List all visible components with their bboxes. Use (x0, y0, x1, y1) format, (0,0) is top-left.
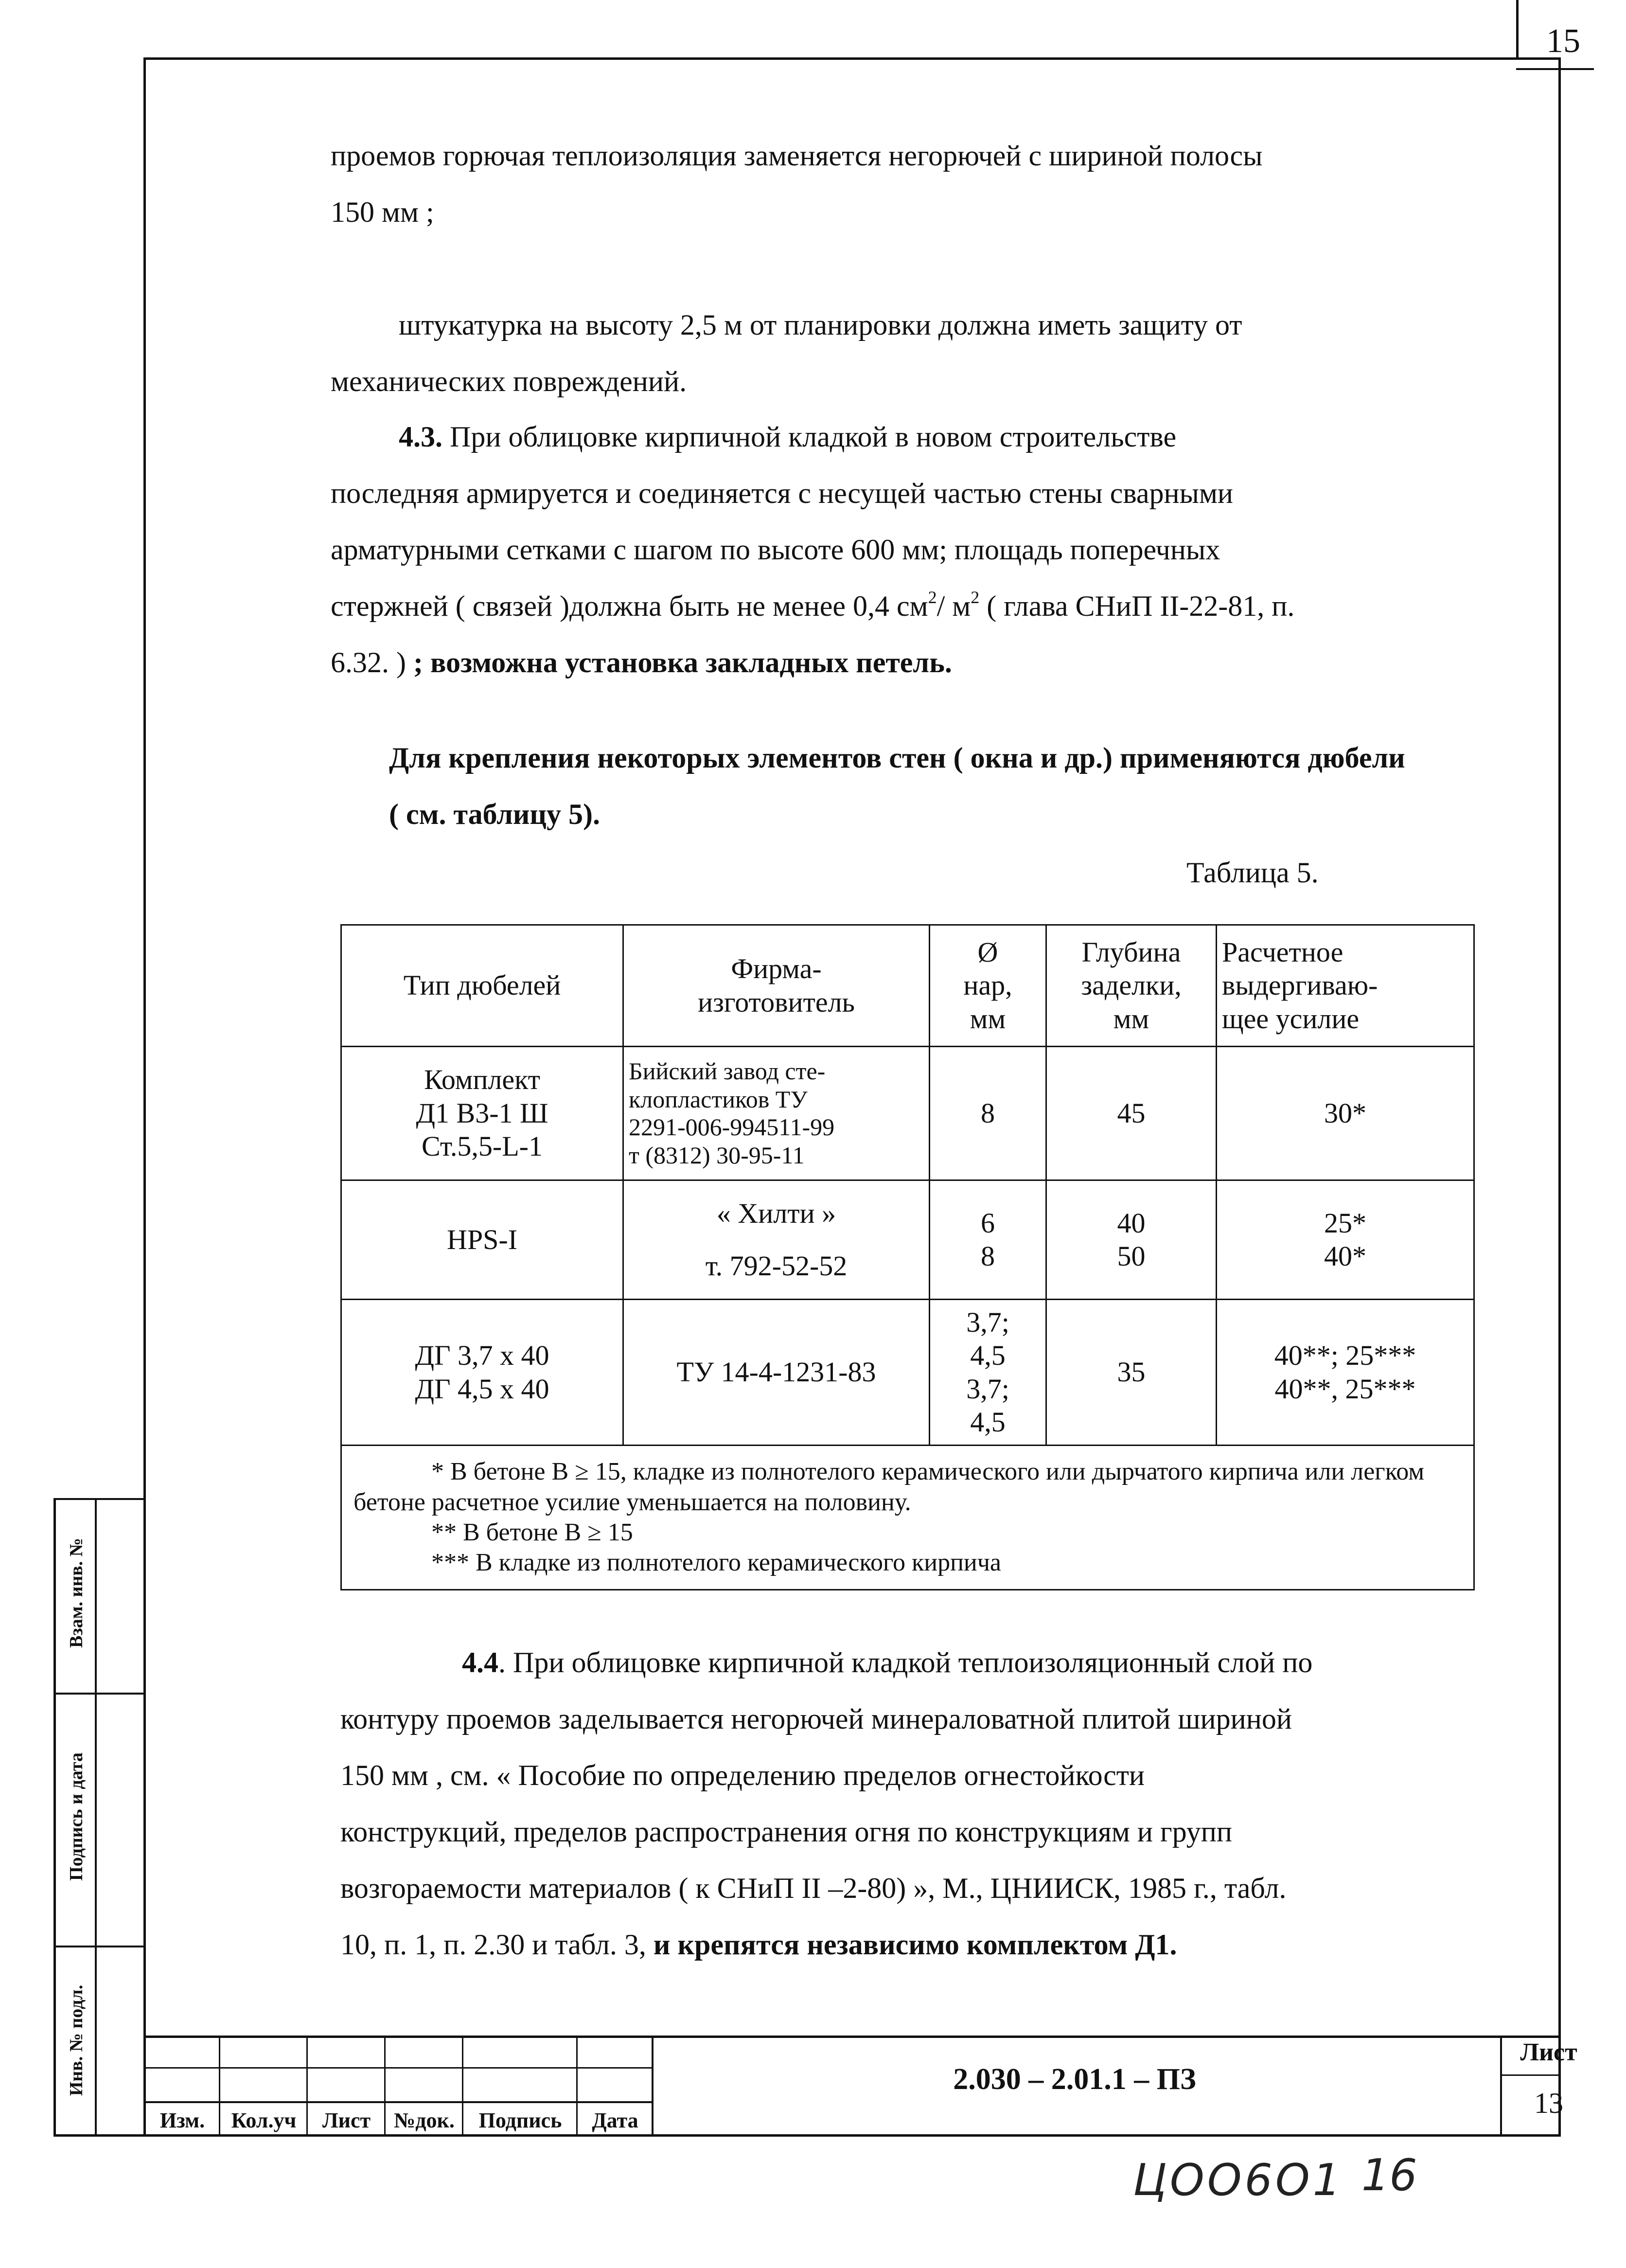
frame-left-line (143, 57, 146, 2137)
cell-force: 40**; 25*** 40**, 25*** (1217, 1300, 1474, 1446)
document-code: 2.030 – 2.01.1 – ПЗ (953, 2063, 1196, 2096)
cell-type: HPS-I (341, 1180, 623, 1300)
title-col-3 (384, 2036, 386, 2135)
text-line: 10, п. 1, п. 2.30 и табл. 3, и крепятся независимо комплектом Д1. (340, 1929, 1177, 1961)
page-num-box-left (1516, 0, 1519, 59)
cell-type: Комплект Д1 В3-1 Ш Ст.5,5-L-1 (341, 1047, 623, 1180)
side-sign-date: Подпись и дата (66, 1752, 87, 1881)
side-stamp-mid (95, 1498, 97, 2135)
title-col-sheet: Лист (322, 2108, 371, 2132)
cell-firm: ТУ 14-4-1231-83 (623, 1300, 930, 1446)
title-col-1 (219, 2036, 220, 2135)
title-block-sheet-row (1500, 2074, 1561, 2076)
title-col-count: Кол.уч (231, 2108, 297, 2132)
text-line: 150 мм , см. « Пособие по определению пределов огнестойкости (340, 1759, 1145, 1791)
cell-depth: 35 (1046, 1300, 1217, 1446)
handwritten-number: 16 (1361, 2150, 1417, 2201)
header-firm: Фирма- изготовитель (623, 925, 930, 1047)
title-block-top (143, 2036, 1561, 2038)
sheet-label: Лист (1520, 2038, 1577, 2066)
cell-type: ДГ 3,7 х 40 ДГ 4,5 х 40 (341, 1300, 623, 1446)
text-line: 150 мм ; (331, 196, 434, 228)
cell-force: 25* 40* (1217, 1180, 1474, 1300)
text-line: штукатурка на высоту 2,5 м от планировки должна иметь защиту от (399, 309, 1242, 341)
text-line: последняя армируется и соединяется с несущей частью стены сварными (331, 477, 1234, 509)
cell-depth: 40 50 (1046, 1180, 1217, 1300)
dowel-table (340, 924, 1475, 1590)
text-line: 6.32. ) ; возможна установка закладных петель. (331, 646, 952, 679)
side-stamp-div1 (53, 1693, 146, 1695)
text-line: 4.4. При облицовке кирпичной кладкой теплоизоляционный слой по (462, 1646, 1313, 1679)
text-line: контуру проемов заделывается негорючей минераловатной плитой шириной (340, 1703, 1292, 1735)
text-line: арматурными сетками с шагом по высоте 600 мм; площадь поперечных (331, 534, 1220, 566)
title-col-doc: №док. (394, 2108, 455, 2132)
page-number: 15 (1546, 22, 1580, 60)
title-col-change: Изм. (159, 2108, 205, 2132)
frame-top-line (143, 57, 1561, 60)
side-replace-inv: Взам. инв. № (66, 1538, 87, 1648)
section-number: 4.3. (399, 421, 442, 453)
text-line: ( см. таблицу 5). (389, 798, 600, 830)
header-diameter: Ø нар, мм (930, 925, 1046, 1047)
cell-firm: « Хилти » т. 792-52-52 (623, 1180, 930, 1300)
cell-diameter: 8 (930, 1047, 1046, 1180)
table-caption: Таблица 5. (1186, 857, 1319, 889)
text-line: проемов горючая теплоизоляция заменяется негорючей с шириной полосы (331, 140, 1263, 172)
text-line: 4.3. При облицовке кирпичной кладкой в новом строительстве (399, 421, 1177, 453)
table-row (341, 1047, 1474, 1180)
side-inv-orig: Инв. № подл. (66, 1984, 87, 2096)
note-1: * В бетоне В ≥ 15, кладке из полнотелого керамического или дырчатого кирпича или легком бетоне расчетное усилие уменьшается на половину. (353, 1458, 1425, 1516)
table-header-row (341, 925, 1474, 1047)
page-num-box-bottom (1516, 68, 1594, 70)
title-col-sign: Подпись (478, 2108, 562, 2132)
paragraph-4-3 (331, 409, 1430, 691)
text-line: возгораемости материалов ( к СНиП II –2-80) », М., ЦНИИСК, 1985 г., табл. (340, 1872, 1287, 1904)
title-col-4 (462, 2036, 463, 2135)
header-type: Тип дюбелей (341, 925, 623, 1047)
table-notes-row (341, 1446, 1474, 1590)
frame-right-line (1558, 57, 1561, 2137)
text-line: конструкций, пределов распространения огня по конструкциям и групп (340, 1816, 1233, 1848)
text-line: Для крепления некоторых элементов стен ( окна и др.) применяются дюбели (389, 742, 1405, 774)
text-line: стержней ( связей )должна быть не менее 0,4 $см^2/$ $м^2$ ( глава СНиП II-22-81, п. (331, 588, 1295, 622)
text-line: механических повреждений. (331, 365, 687, 397)
frame-bottom-line (53, 2134, 1561, 2137)
handwritten-code: ЦОО6О1 (1133, 2155, 1343, 2206)
table-row (341, 1300, 1474, 1446)
paragraph-2 (331, 297, 1430, 410)
cell-depth: 45 (1046, 1047, 1217, 1180)
title-col-5 (576, 2036, 578, 2135)
cell-diameter: 6 8 (930, 1180, 1046, 1300)
header-force: Расчетное выдергиваю- щее усилие (1217, 925, 1474, 1047)
paragraph-1 (331, 127, 1430, 240)
cell-diameter: 3,7; 4,5 3,7; 4,5 (930, 1300, 1046, 1446)
cell-force: 30* (1217, 1047, 1474, 1180)
section-number: 4.4 (462, 1646, 498, 1679)
title-col-date: Дата (592, 2108, 638, 2132)
side-stamp-left (53, 1498, 56, 2135)
cell-firm: Бийский завод сте- клопластиков ТУ 2291-006-994511-99 т (8312) 30-95-11 (623, 1047, 930, 1180)
table-row (341, 1180, 1474, 1300)
title-col-2 (306, 2036, 308, 2135)
table-notes (341, 1446, 1474, 1590)
header-depth: Глубина заделки, мм (1046, 925, 1217, 1047)
paragraph-dowels (389, 730, 1473, 842)
sheet-number: 13 (1534, 2087, 1563, 2119)
note-3: *** В кладке из полнотелого керамического кирпича (431, 1549, 1001, 1577)
note-2: ** В бетоне В ≥ 15 (431, 1518, 633, 1546)
paragraph-4-4 (340, 1634, 1430, 1973)
